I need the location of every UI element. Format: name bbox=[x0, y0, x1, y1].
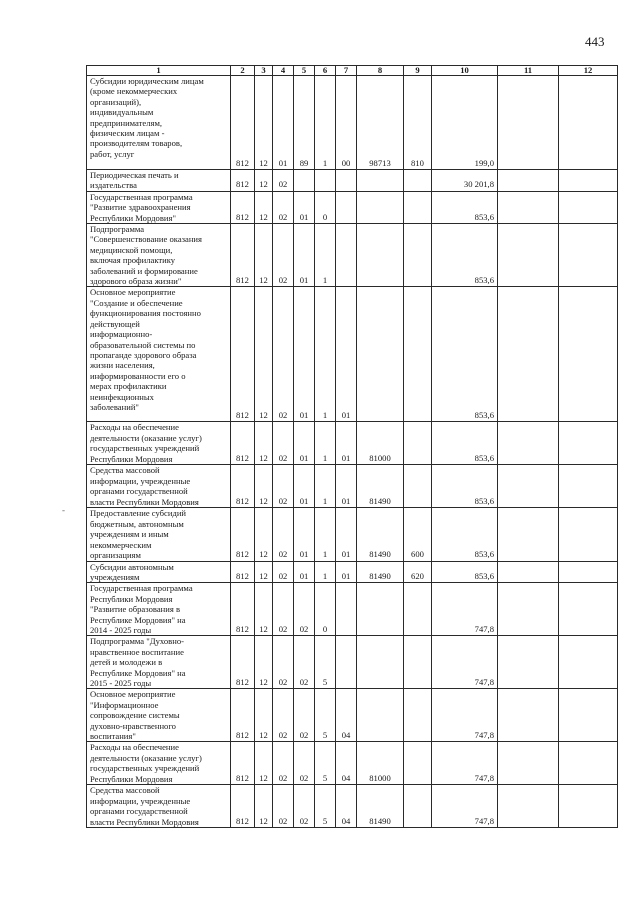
cell-c8: 81490 bbox=[357, 465, 404, 508]
cell-c5: 01 bbox=[294, 508, 315, 561]
cell-c3: 12 bbox=[255, 170, 273, 192]
cell-c5: 89 bbox=[294, 76, 315, 170]
cell-c6 bbox=[315, 170, 336, 192]
row-name bbox=[87, 76, 231, 170]
row-name-text: Государственная программа "Развитие здравоохранения Республики Мордовия" bbox=[90, 191, 193, 223]
cell-c4: 02 bbox=[273, 508, 294, 561]
cell-c9: 600 bbox=[404, 508, 432, 561]
column-header-3: 3 bbox=[255, 66, 273, 76]
row-name bbox=[87, 465, 231, 508]
cell-c8: 81490 bbox=[357, 785, 404, 828]
cell-c10: 199,0 bbox=[432, 76, 498, 170]
cell-c4: 02 bbox=[273, 785, 294, 828]
cell-c11 bbox=[498, 742, 559, 785]
cell-c10: 853,6 bbox=[432, 465, 498, 508]
cell-c2: 812 bbox=[231, 785, 255, 828]
cell-c9: 620 bbox=[404, 561, 432, 583]
table-row bbox=[87, 508, 618, 561]
cell-c12 bbox=[559, 224, 618, 287]
cell-c6: 5 bbox=[315, 636, 336, 689]
column-header-11: 11 bbox=[498, 66, 559, 76]
cell-c2: 812 bbox=[231, 76, 255, 170]
row-name bbox=[87, 170, 231, 192]
cell-c11 bbox=[498, 170, 559, 192]
cell-c7 bbox=[336, 224, 357, 287]
column-header-7: 7 bbox=[336, 66, 357, 76]
row-name bbox=[87, 422, 231, 465]
budget-table bbox=[86, 65, 618, 828]
cell-c5: 02 bbox=[294, 742, 315, 785]
cell-c4: 02 bbox=[273, 224, 294, 287]
cell-c4: 02 bbox=[273, 287, 294, 422]
cell-c2: 812 bbox=[231, 508, 255, 561]
cell-c9 bbox=[404, 170, 432, 192]
cell-c5: 01 bbox=[294, 465, 315, 508]
cell-c7: 00 bbox=[336, 76, 357, 170]
row-name-text: Государственная программа Республики Мордовия "Развитие образования в Республике Мордовия" на 2014 - 2025 годы bbox=[90, 583, 193, 635]
cell-c9 bbox=[404, 422, 432, 465]
cell-c10: 747,8 bbox=[432, 636, 498, 689]
row-name bbox=[87, 785, 231, 828]
cell-c10: 747,8 bbox=[432, 742, 498, 785]
cell-c12 bbox=[559, 422, 618, 465]
cell-c4: 01 bbox=[273, 76, 294, 170]
column-header-10: 10 bbox=[432, 66, 498, 76]
row-name bbox=[87, 561, 231, 583]
cell-c8 bbox=[357, 191, 404, 223]
cell-c9 bbox=[404, 742, 432, 785]
cell-c6: 5 bbox=[315, 689, 336, 742]
row-name-text: Расходы на обеспечение деятельности (оказание услуг) государственных учреждений Республики Мордовия bbox=[90, 742, 202, 784]
cell-c9 bbox=[404, 191, 432, 223]
cell-c6: 1 bbox=[315, 465, 336, 508]
cell-c3: 12 bbox=[255, 224, 273, 287]
cell-c4: 02 bbox=[273, 422, 294, 465]
table-body bbox=[87, 76, 618, 828]
row-name bbox=[87, 689, 231, 742]
cell-c6: 1 bbox=[315, 76, 336, 170]
page-number: 443 bbox=[585, 34, 605, 49]
cell-c6: 1 bbox=[315, 508, 336, 561]
table-row bbox=[87, 224, 618, 287]
cell-c12 bbox=[559, 689, 618, 742]
cell-c6: 1 bbox=[315, 224, 336, 287]
cell-c7 bbox=[336, 170, 357, 192]
cell-c2: 812 bbox=[231, 561, 255, 583]
row-name-text: Основное мероприятие "Информационное сопровождение системы духовно-нравственного воспитания" bbox=[90, 689, 180, 741]
cell-c2: 812 bbox=[231, 583, 255, 636]
table-row bbox=[87, 465, 618, 508]
cell-c11 bbox=[498, 191, 559, 223]
cell-c8 bbox=[357, 170, 404, 192]
column-header-8: 8 bbox=[357, 66, 404, 76]
row-name-text: Основное мероприятие "Создание и обеспечение функционирования постоянно действующей информационно- образовательной системы по пропаганде здорового образа жизни населения, информированности его о мерах профилактики неинфекционных заболеваний" bbox=[90, 287, 201, 412]
cell-c8: 81490 bbox=[357, 561, 404, 583]
cell-c8 bbox=[357, 636, 404, 689]
cell-c10: 30 201,8 bbox=[432, 170, 498, 192]
cell-c9 bbox=[404, 465, 432, 508]
cell-c3: 12 bbox=[255, 583, 273, 636]
column-header-6: 6 bbox=[315, 66, 336, 76]
cell-c3: 12 bbox=[255, 422, 273, 465]
table-row bbox=[87, 76, 618, 170]
row-name bbox=[87, 742, 231, 785]
cell-c7 bbox=[336, 191, 357, 223]
cell-c9 bbox=[404, 785, 432, 828]
cell-c4: 02 bbox=[273, 465, 294, 508]
cell-c12 bbox=[559, 583, 618, 636]
cell-c9 bbox=[404, 224, 432, 287]
cell-c11 bbox=[498, 561, 559, 583]
cell-c3: 12 bbox=[255, 561, 273, 583]
table-row bbox=[87, 689, 618, 742]
cell-c8 bbox=[357, 689, 404, 742]
cell-c7: 04 bbox=[336, 785, 357, 828]
cell-c2: 812 bbox=[231, 287, 255, 422]
row-name bbox=[87, 287, 231, 422]
cell-c5: 02 bbox=[294, 689, 315, 742]
cell-c8: 98713 bbox=[357, 76, 404, 170]
cell-c3: 12 bbox=[255, 785, 273, 828]
cell-c11 bbox=[498, 422, 559, 465]
cell-c5: 02 bbox=[294, 583, 315, 636]
cell-c8 bbox=[357, 287, 404, 422]
row-name-text: Предоставление субсидий бюджетным, автономным учреждениям и иным некоммерческим организациям bbox=[90, 508, 187, 561]
cell-c6: 1 bbox=[315, 561, 336, 583]
cell-c10: 853,6 bbox=[432, 191, 498, 223]
cell-c12 bbox=[559, 742, 618, 785]
cell-c2: 812 bbox=[231, 422, 255, 465]
cell-c12 bbox=[559, 287, 618, 422]
column-header-9: 9 bbox=[404, 66, 432, 76]
cell-c10: 853,6 bbox=[432, 224, 498, 287]
cell-c6: 1 bbox=[315, 287, 336, 422]
cell-c7: 01 bbox=[336, 508, 357, 561]
cell-c5: 01 bbox=[294, 561, 315, 583]
cell-c4: 02 bbox=[273, 742, 294, 785]
column-header-4: 4 bbox=[273, 66, 294, 76]
table-row bbox=[87, 170, 618, 192]
table-row bbox=[87, 636, 618, 689]
row-name-text: Субсидии юридическим лицам (кроме некоммерческих организаций), индивидуальным предпринимателям, физическим лицам - производителям товаров, работ, услуг bbox=[90, 76, 204, 159]
cell-c10: 747,8 bbox=[432, 785, 498, 828]
cell-c3: 12 bbox=[255, 465, 273, 508]
cell-c11 bbox=[498, 508, 559, 561]
cell-c9 bbox=[404, 287, 432, 422]
cell-c3: 12 bbox=[255, 742, 273, 785]
row-name-text: Расходы на обеспечение деятельности (оказание услуг) государственных учреждений Республики Мордовия bbox=[90, 422, 202, 464]
table-row bbox=[87, 561, 618, 583]
cell-c11 bbox=[498, 76, 559, 170]
cell-c4: 02 bbox=[273, 636, 294, 689]
cell-c12 bbox=[559, 191, 618, 223]
cell-c9 bbox=[404, 583, 432, 636]
cell-c3: 12 bbox=[255, 191, 273, 223]
table-header-row bbox=[87, 66, 618, 76]
cell-c11 bbox=[498, 636, 559, 689]
cell-c6: 5 bbox=[315, 742, 336, 785]
cell-c5: 01 bbox=[294, 287, 315, 422]
cell-c2: 812 bbox=[231, 191, 255, 223]
column-header-1: 1 bbox=[87, 66, 231, 76]
cell-c11 bbox=[498, 287, 559, 422]
cell-c11 bbox=[498, 689, 559, 742]
cell-c4: 02 bbox=[273, 689, 294, 742]
cell-c3: 12 bbox=[255, 508, 273, 561]
cell-c6: 0 bbox=[315, 583, 336, 636]
table-row bbox=[87, 742, 618, 785]
row-name-text: Средства массовой информации, учрежденные органами государственной власти Республики Мордовия bbox=[90, 465, 199, 507]
cell-c3: 12 bbox=[255, 689, 273, 742]
cell-c12 bbox=[559, 170, 618, 192]
cell-c8 bbox=[357, 224, 404, 287]
cell-c4: 02 bbox=[273, 583, 294, 636]
cell-c2: 812 bbox=[231, 636, 255, 689]
cell-c10: 853,6 bbox=[432, 561, 498, 583]
cell-c9 bbox=[404, 636, 432, 689]
cell-c6: 0 bbox=[315, 191, 336, 223]
cell-c2: 812 bbox=[231, 689, 255, 742]
cell-c11 bbox=[498, 583, 559, 636]
cell-c8 bbox=[357, 583, 404, 636]
cell-c9: 810 bbox=[404, 76, 432, 170]
cell-c7: 01 bbox=[336, 561, 357, 583]
cell-c11 bbox=[498, 785, 559, 828]
cell-c4: 02 bbox=[273, 191, 294, 223]
margin-mark: - bbox=[62, 505, 65, 515]
cell-c10: 853,6 bbox=[432, 422, 498, 465]
row-name bbox=[87, 508, 231, 561]
row-name bbox=[87, 636, 231, 689]
cell-c5: 01 bbox=[294, 191, 315, 223]
column-header-2: 2 bbox=[231, 66, 255, 76]
cell-c2: 812 bbox=[231, 170, 255, 192]
row-name-text: Подпрограмма "Духовно- нравственное воспитание детей и молодежи в Республике Мордовия" на 2015 - 2025 годы bbox=[90, 636, 186, 688]
cell-c3: 12 bbox=[255, 76, 273, 170]
table-row bbox=[87, 287, 618, 422]
cell-c10: 747,8 bbox=[432, 583, 498, 636]
column-header-12: 12 bbox=[559, 66, 618, 76]
cell-c5: 02 bbox=[294, 785, 315, 828]
row-name-text: Субсидии автономным учреждениям bbox=[90, 561, 174, 582]
cell-c7: 04 bbox=[336, 689, 357, 742]
cell-c4: 02 bbox=[273, 170, 294, 192]
cell-c12 bbox=[559, 561, 618, 583]
cell-c6: 5 bbox=[315, 785, 336, 828]
row-name-text: Подпрограмма "Совершенствование оказания медицинской помощи, включая профилактику заболеваний и формирование здорового образа жизни" bbox=[90, 224, 202, 287]
column-header-5: 5 bbox=[294, 66, 315, 76]
cell-c6: 1 bbox=[315, 422, 336, 465]
row-name bbox=[87, 583, 231, 636]
cell-c5: 01 bbox=[294, 224, 315, 287]
cell-c2: 812 bbox=[231, 224, 255, 287]
cell-c12 bbox=[559, 508, 618, 561]
cell-c8: 81490 bbox=[357, 508, 404, 561]
cell-c12 bbox=[559, 465, 618, 508]
cell-c12 bbox=[559, 785, 618, 828]
cell-c11 bbox=[498, 465, 559, 508]
table-row bbox=[87, 583, 618, 636]
cell-c5: 01 bbox=[294, 422, 315, 465]
cell-c12 bbox=[559, 636, 618, 689]
cell-c11 bbox=[498, 224, 559, 287]
cell-c10: 747,8 bbox=[432, 689, 498, 742]
row-name bbox=[87, 191, 231, 223]
cell-c9 bbox=[404, 689, 432, 742]
cell-c5 bbox=[294, 170, 315, 192]
cell-c7 bbox=[336, 583, 357, 636]
table-row bbox=[87, 191, 618, 223]
cell-c7: 01 bbox=[336, 287, 357, 422]
cell-c7: 01 bbox=[336, 465, 357, 508]
table-row bbox=[87, 422, 618, 465]
cell-c12 bbox=[559, 76, 618, 170]
cell-c8: 81000 bbox=[357, 422, 404, 465]
cell-c2: 812 bbox=[231, 465, 255, 508]
cell-c10: 853,6 bbox=[432, 508, 498, 561]
row-name bbox=[87, 224, 231, 287]
cell-c7: 04 bbox=[336, 742, 357, 785]
cell-c8: 81000 bbox=[357, 742, 404, 785]
cell-c3: 12 bbox=[255, 636, 273, 689]
cell-c2: 812 bbox=[231, 742, 255, 785]
row-name-text: Средства массовой информации, учрежденные органами государственной власти Республики Мордовия bbox=[90, 785, 199, 827]
table-row bbox=[87, 785, 618, 828]
cell-c3: 12 bbox=[255, 287, 273, 422]
cell-c7 bbox=[336, 636, 357, 689]
cell-c10: 853,6 bbox=[432, 287, 498, 422]
cell-c5: 02 bbox=[294, 636, 315, 689]
cell-c4: 02 bbox=[273, 561, 294, 583]
cell-c7: 01 bbox=[336, 422, 357, 465]
row-name-text: Периодическая печать и издательства bbox=[90, 170, 179, 191]
